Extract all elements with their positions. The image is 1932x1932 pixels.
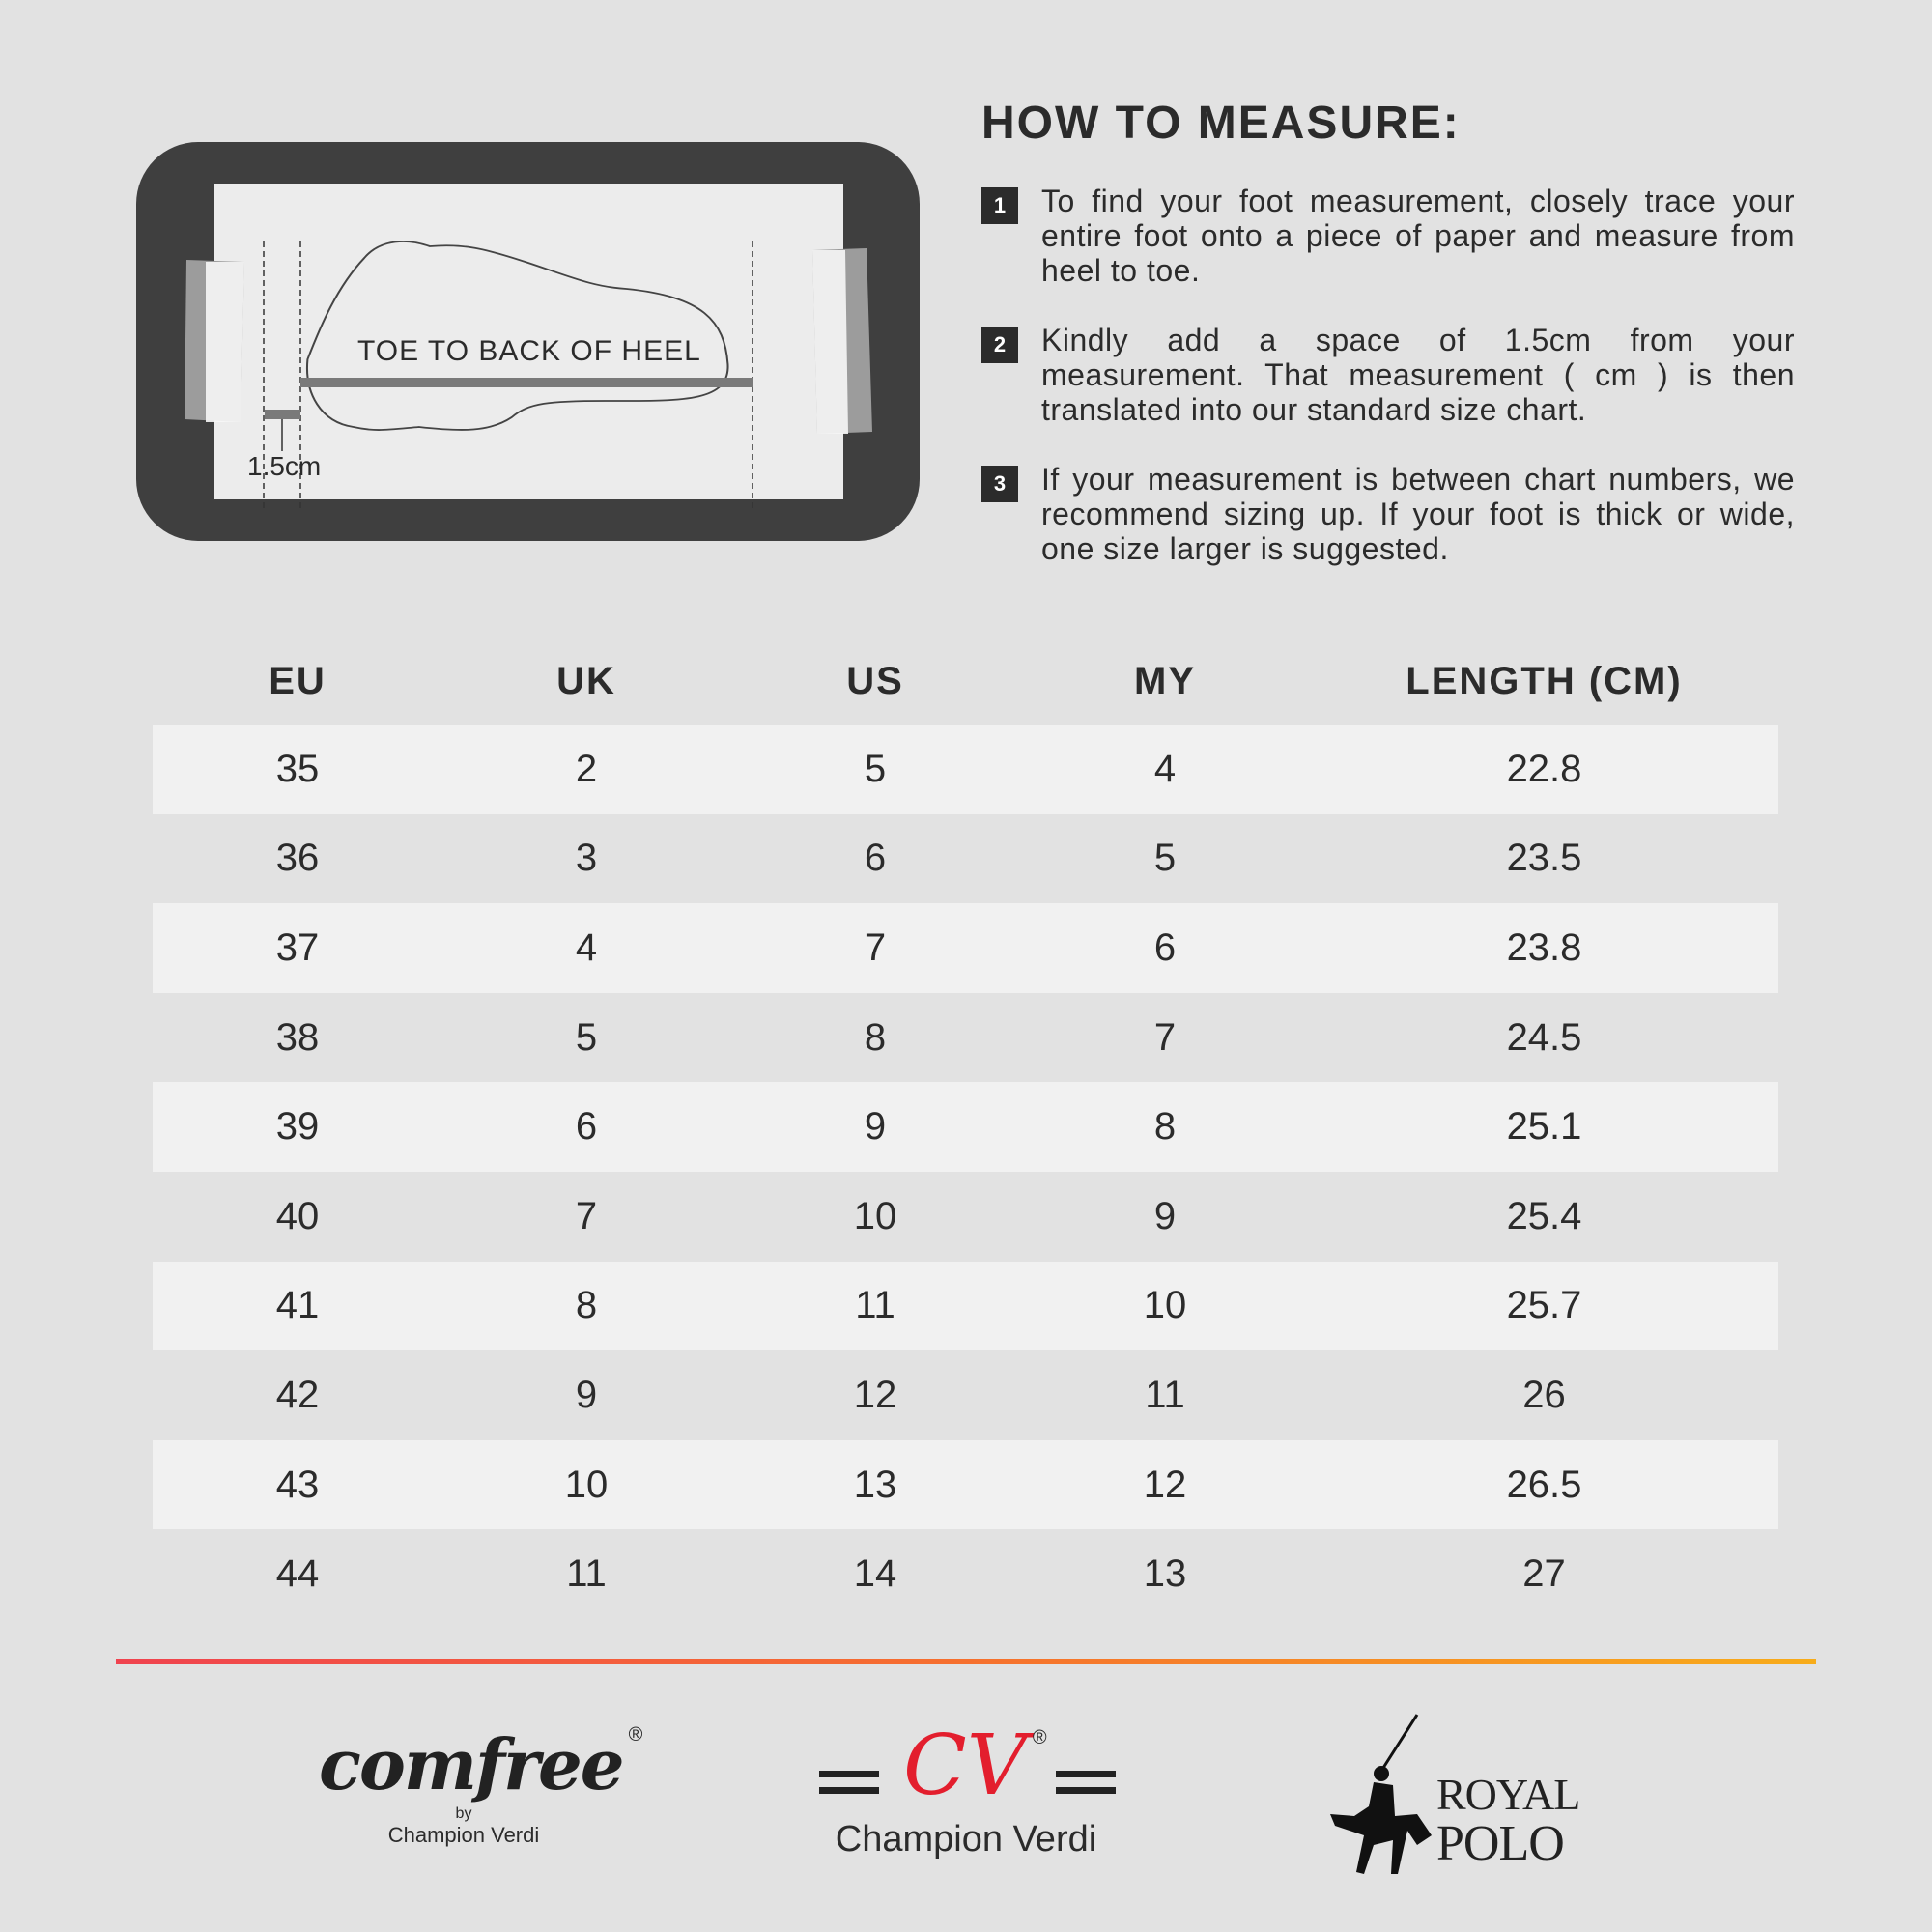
how-to-title: HOW TO MEASURE:	[981, 98, 1461, 149]
cell-eu: 38	[275, 1015, 320, 1059]
cell-eu: 40	[275, 1194, 320, 1237]
cell-us: 13	[853, 1463, 897, 1506]
champion-verdi-logo	[816, 1718, 1125, 1874]
step-text: Kindly add a space of 1.5cm from your measurement. That measurement ( cm ) is then translated into our standard size chart.	[1041, 323, 1795, 427]
step-number: 3	[981, 466, 1018, 502]
champion-verdi-wordmark: Champion Verdi	[835, 1819, 1097, 1860]
cell-uk: 3	[575, 837, 598, 880]
table-row	[153, 1529, 1778, 1619]
step-2	[981, 323, 1795, 427]
cell-eu: 36	[275, 837, 320, 880]
step-text: To find your foot measurement, closely trace your entire foot onto a piece of paper and measure from heel to toe.	[1041, 184, 1795, 288]
step-3	[981, 462, 1795, 566]
header-uk: UK	[556, 659, 616, 702]
table-row	[153, 1172, 1778, 1262]
registered-mark: ®	[628, 1724, 643, 1746]
header-my: MY	[1134, 659, 1196, 702]
cell-length: 25.1	[1506, 1105, 1582, 1149]
table-row	[153, 1440, 1778, 1530]
allowance-bar	[265, 410, 300, 419]
cell-length: 25.4	[1506, 1194, 1582, 1237]
cell-uk: 8	[575, 1284, 598, 1327]
cell-length: 25.7	[1506, 1284, 1582, 1327]
step-text: If your measurement is between chart numbers, we recommend sizing up. If your foot is thick or wide, one size larger is suggested.	[1041, 462, 1795, 566]
comfree-wordmark: comfree	[319, 1723, 623, 1805]
diagram-label: TOE TO BACK OF HEEL	[357, 335, 701, 367]
table-row	[153, 814, 1778, 904]
cell-uk: 7	[575, 1194, 598, 1237]
step-number: 2	[981, 327, 1018, 363]
cell-eu: 42	[275, 1373, 320, 1416]
royal-polo-logo	[1325, 1710, 1596, 1879]
table-row	[153, 903, 1778, 993]
cell-us: 5	[864, 747, 887, 790]
cell-uk: 11	[566, 1552, 607, 1596]
cell-my: 6	[1153, 925, 1177, 969]
comfree-sub: Champion Verdi	[387, 1823, 540, 1847]
cell-my: 13	[1143, 1552, 1187, 1596]
allowance-label: 1.5cm	[247, 451, 322, 481]
cell-my: 11	[1145, 1373, 1185, 1416]
cell-length: 22.8	[1506, 747, 1582, 790]
polo-text: POLO	[1436, 1816, 1564, 1871]
gradient-divider	[116, 1659, 1816, 1664]
table-row	[153, 1262, 1778, 1351]
cell-length: 26.5	[1506, 1463, 1582, 1506]
step-number: 1	[981, 187, 1018, 224]
header-eu: EU	[269, 659, 327, 702]
cell-eu: 41	[275, 1284, 320, 1327]
cell-my: 10	[1143, 1284, 1187, 1327]
cell-eu: 37	[275, 925, 320, 969]
comfree-logo	[319, 1724, 667, 1869]
cell-my: 4	[1153, 747, 1177, 790]
header-length: LENGTH (CM)	[1406, 659, 1683, 702]
cell-us: 7	[864, 925, 887, 969]
cell-uk: 5	[575, 1015, 598, 1059]
cell-my: 8	[1153, 1105, 1177, 1149]
table-row	[153, 724, 1778, 814]
cell-my: 7	[1153, 1015, 1177, 1059]
cell-uk: 9	[575, 1373, 598, 1416]
registered-mark: ®	[1032, 1727, 1047, 1748]
cell-eu: 44	[275, 1552, 320, 1596]
cell-us: 11	[855, 1284, 895, 1327]
cell-uk: 2	[575, 747, 598, 790]
table-row	[153, 993, 1778, 1083]
cell-eu: 39	[275, 1105, 320, 1149]
polo-player-icon	[1325, 1710, 1441, 1879]
cell-length: 23.5	[1506, 837, 1582, 880]
cell-us: 14	[853, 1552, 897, 1596]
size-chart-table	[153, 638, 1778, 1619]
cell-length: 27	[1522, 1552, 1566, 1596]
cell-length: 23.8	[1506, 925, 1582, 969]
comfree-by: by	[455, 1805, 472, 1822]
cell-uk: 4	[575, 925, 598, 969]
table-row	[153, 1350, 1778, 1440]
cv-monogram: CV	[903, 1718, 1027, 1814]
table-row	[153, 1082, 1778, 1172]
cell-my: 5	[1153, 837, 1177, 880]
cell-us: 10	[853, 1194, 897, 1237]
cell-us: 6	[864, 837, 887, 880]
cell-length: 24.5	[1506, 1015, 1582, 1059]
measure-bar	[300, 378, 753, 387]
cell-eu: 43	[275, 1463, 320, 1506]
cell-length: 26	[1522, 1373, 1566, 1416]
royal-text: ROYAL	[1436, 1770, 1580, 1819]
cell-uk: 10	[564, 1463, 609, 1506]
cell-eu: 35	[275, 747, 320, 790]
table-header-row	[153, 638, 1778, 724]
royal-polo-wordmark	[1436, 1772, 1579, 1870]
cell-us: 9	[864, 1105, 887, 1149]
step-1	[981, 184, 1795, 288]
cell-my: 12	[1143, 1463, 1187, 1506]
cell-us: 12	[853, 1373, 897, 1416]
cell-my: 9	[1153, 1194, 1177, 1237]
cell-us: 8	[864, 1015, 887, 1059]
cell-uk: 6	[575, 1105, 598, 1149]
header-us: US	[846, 659, 904, 702]
